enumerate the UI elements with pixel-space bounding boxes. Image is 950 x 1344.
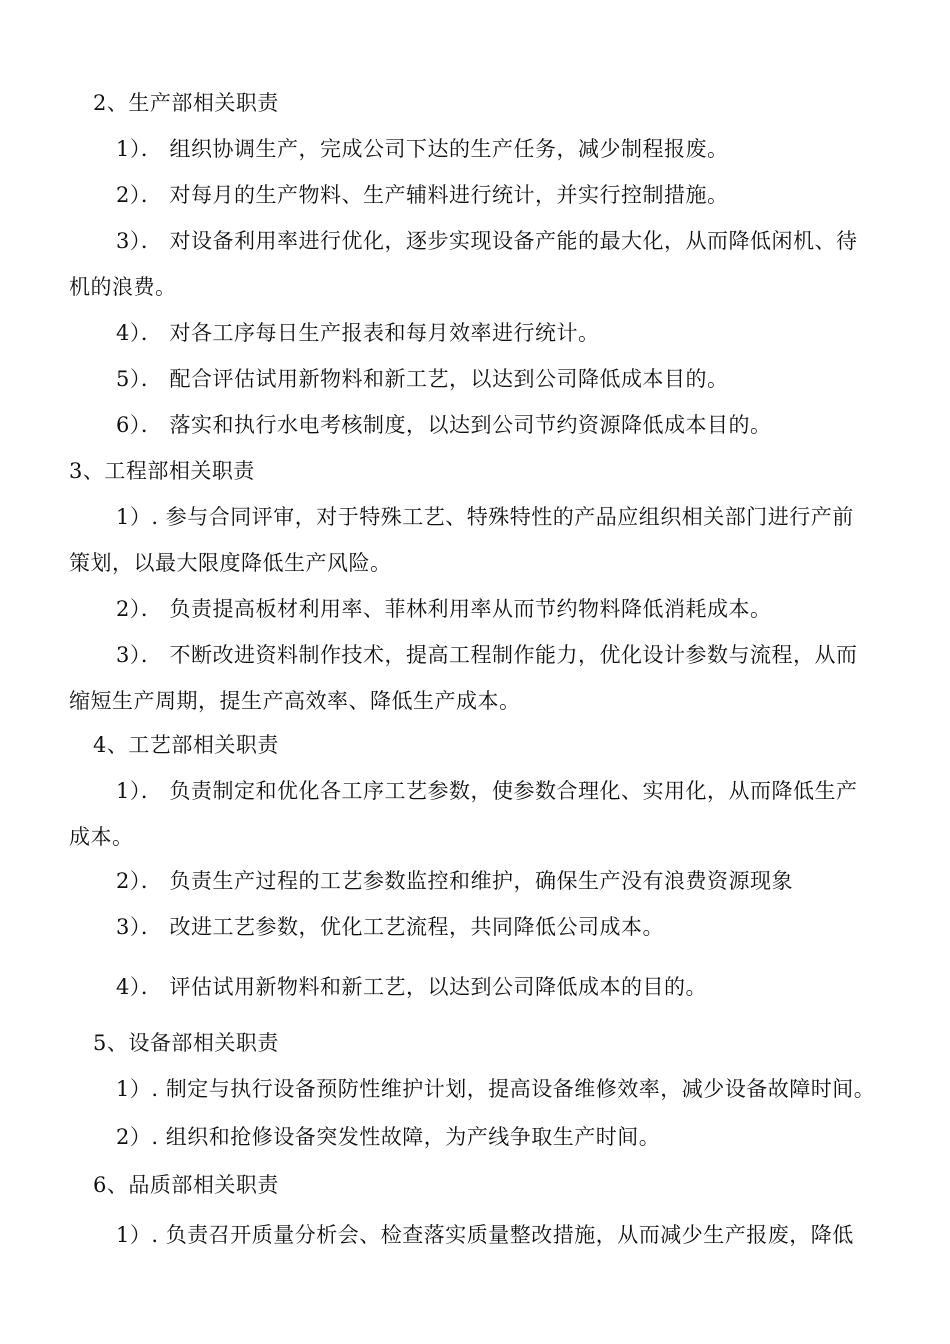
engineering-item-1: 1）. 参与合同评审，对于特殊工艺、特殊特性的产品应组织相关部门进行产前 — [116, 505, 854, 529]
production-item-3-cont: 机的浪费。 — [69, 275, 177, 299]
section-heading-equipment: 5、设备部相关职责 — [93, 1031, 279, 1055]
engineering-item-2: 2）． 负责提高板材利用率、菲林利用率从而节约物料降低消耗成本。 — [116, 597, 772, 621]
section-heading-engineering: 3、工程部相关职责 — [69, 459, 255, 483]
engineering-item-3-cont: 缩短生产周期，提生产高效率、降低生产成本。 — [69, 689, 521, 713]
production-item-2: 2）． 对每月的生产物料、生产辅料进行统计，并实行控制措施。 — [116, 183, 729, 207]
section-heading-quality: 6、品质部相关职责 — [93, 1173, 279, 1197]
quality-item-1: 1）. 负责召开质量分析会、检查落实质量整改措施，从而减少生产报废，降低 — [116, 1223, 854, 1247]
production-item-1: 1）． 组织协调生产，完成公司下达的生产任务，减少制程报废。 — [116, 137, 729, 161]
production-item-6: 6）． 落实和执行水电考核制度，以达到公司节约资源降低成本目的。 — [116, 413, 772, 437]
equipment-item-2: 2）. 组织和抢修设备突发性故障，为产线争取生产时间。 — [116, 1125, 661, 1149]
engineering-item-3: 3）． 不断改进资料制作技术，提高工程制作能力，优化设计参数与流程，从而 — [116, 643, 858, 667]
production-item-5: 5）． 配合评估试用新物料和新工艺，以达到公司降低成本目的。 — [116, 367, 729, 391]
production-item-4: 4）． 对各工序每日生产报表和每月效率进行统计。 — [116, 321, 600, 345]
process-item-2: 2）． 负责生产过程的工艺参数监控和维护，确保生产没有浪费资源现象 — [116, 869, 794, 893]
section-heading-process: 4、工艺部相关职责 — [93, 733, 279, 757]
equipment-item-1: 1）. 制定与执行设备预防性维护计划，提高设备维修效率，减少设备故障时间。 — [116, 1077, 876, 1101]
production-item-3: 3）． 对设备利用率进行优化，逐步实现设备产能的最大化，从而降低闲机、待 — [116, 229, 858, 253]
section-heading-production: 2、生产部相关职责 — [93, 91, 279, 115]
engineering-item-1-cont: 策划，以最大限度降低生产风险。 — [69, 551, 392, 575]
process-item-1-cont: 成本。 — [69, 825, 134, 849]
process-item-4: 4）． 评估试用新物料和新工艺，以达到公司降低成本的目的。 — [116, 975, 708, 999]
process-item-3: 3）． 改进工艺参数，优化工艺流程，共同降低公司成本。 — [116, 915, 665, 939]
process-item-1: 1）． 负责制定和优化各工序工艺参数，使参数合理化、实用化，从而降低生产 — [116, 779, 858, 803]
